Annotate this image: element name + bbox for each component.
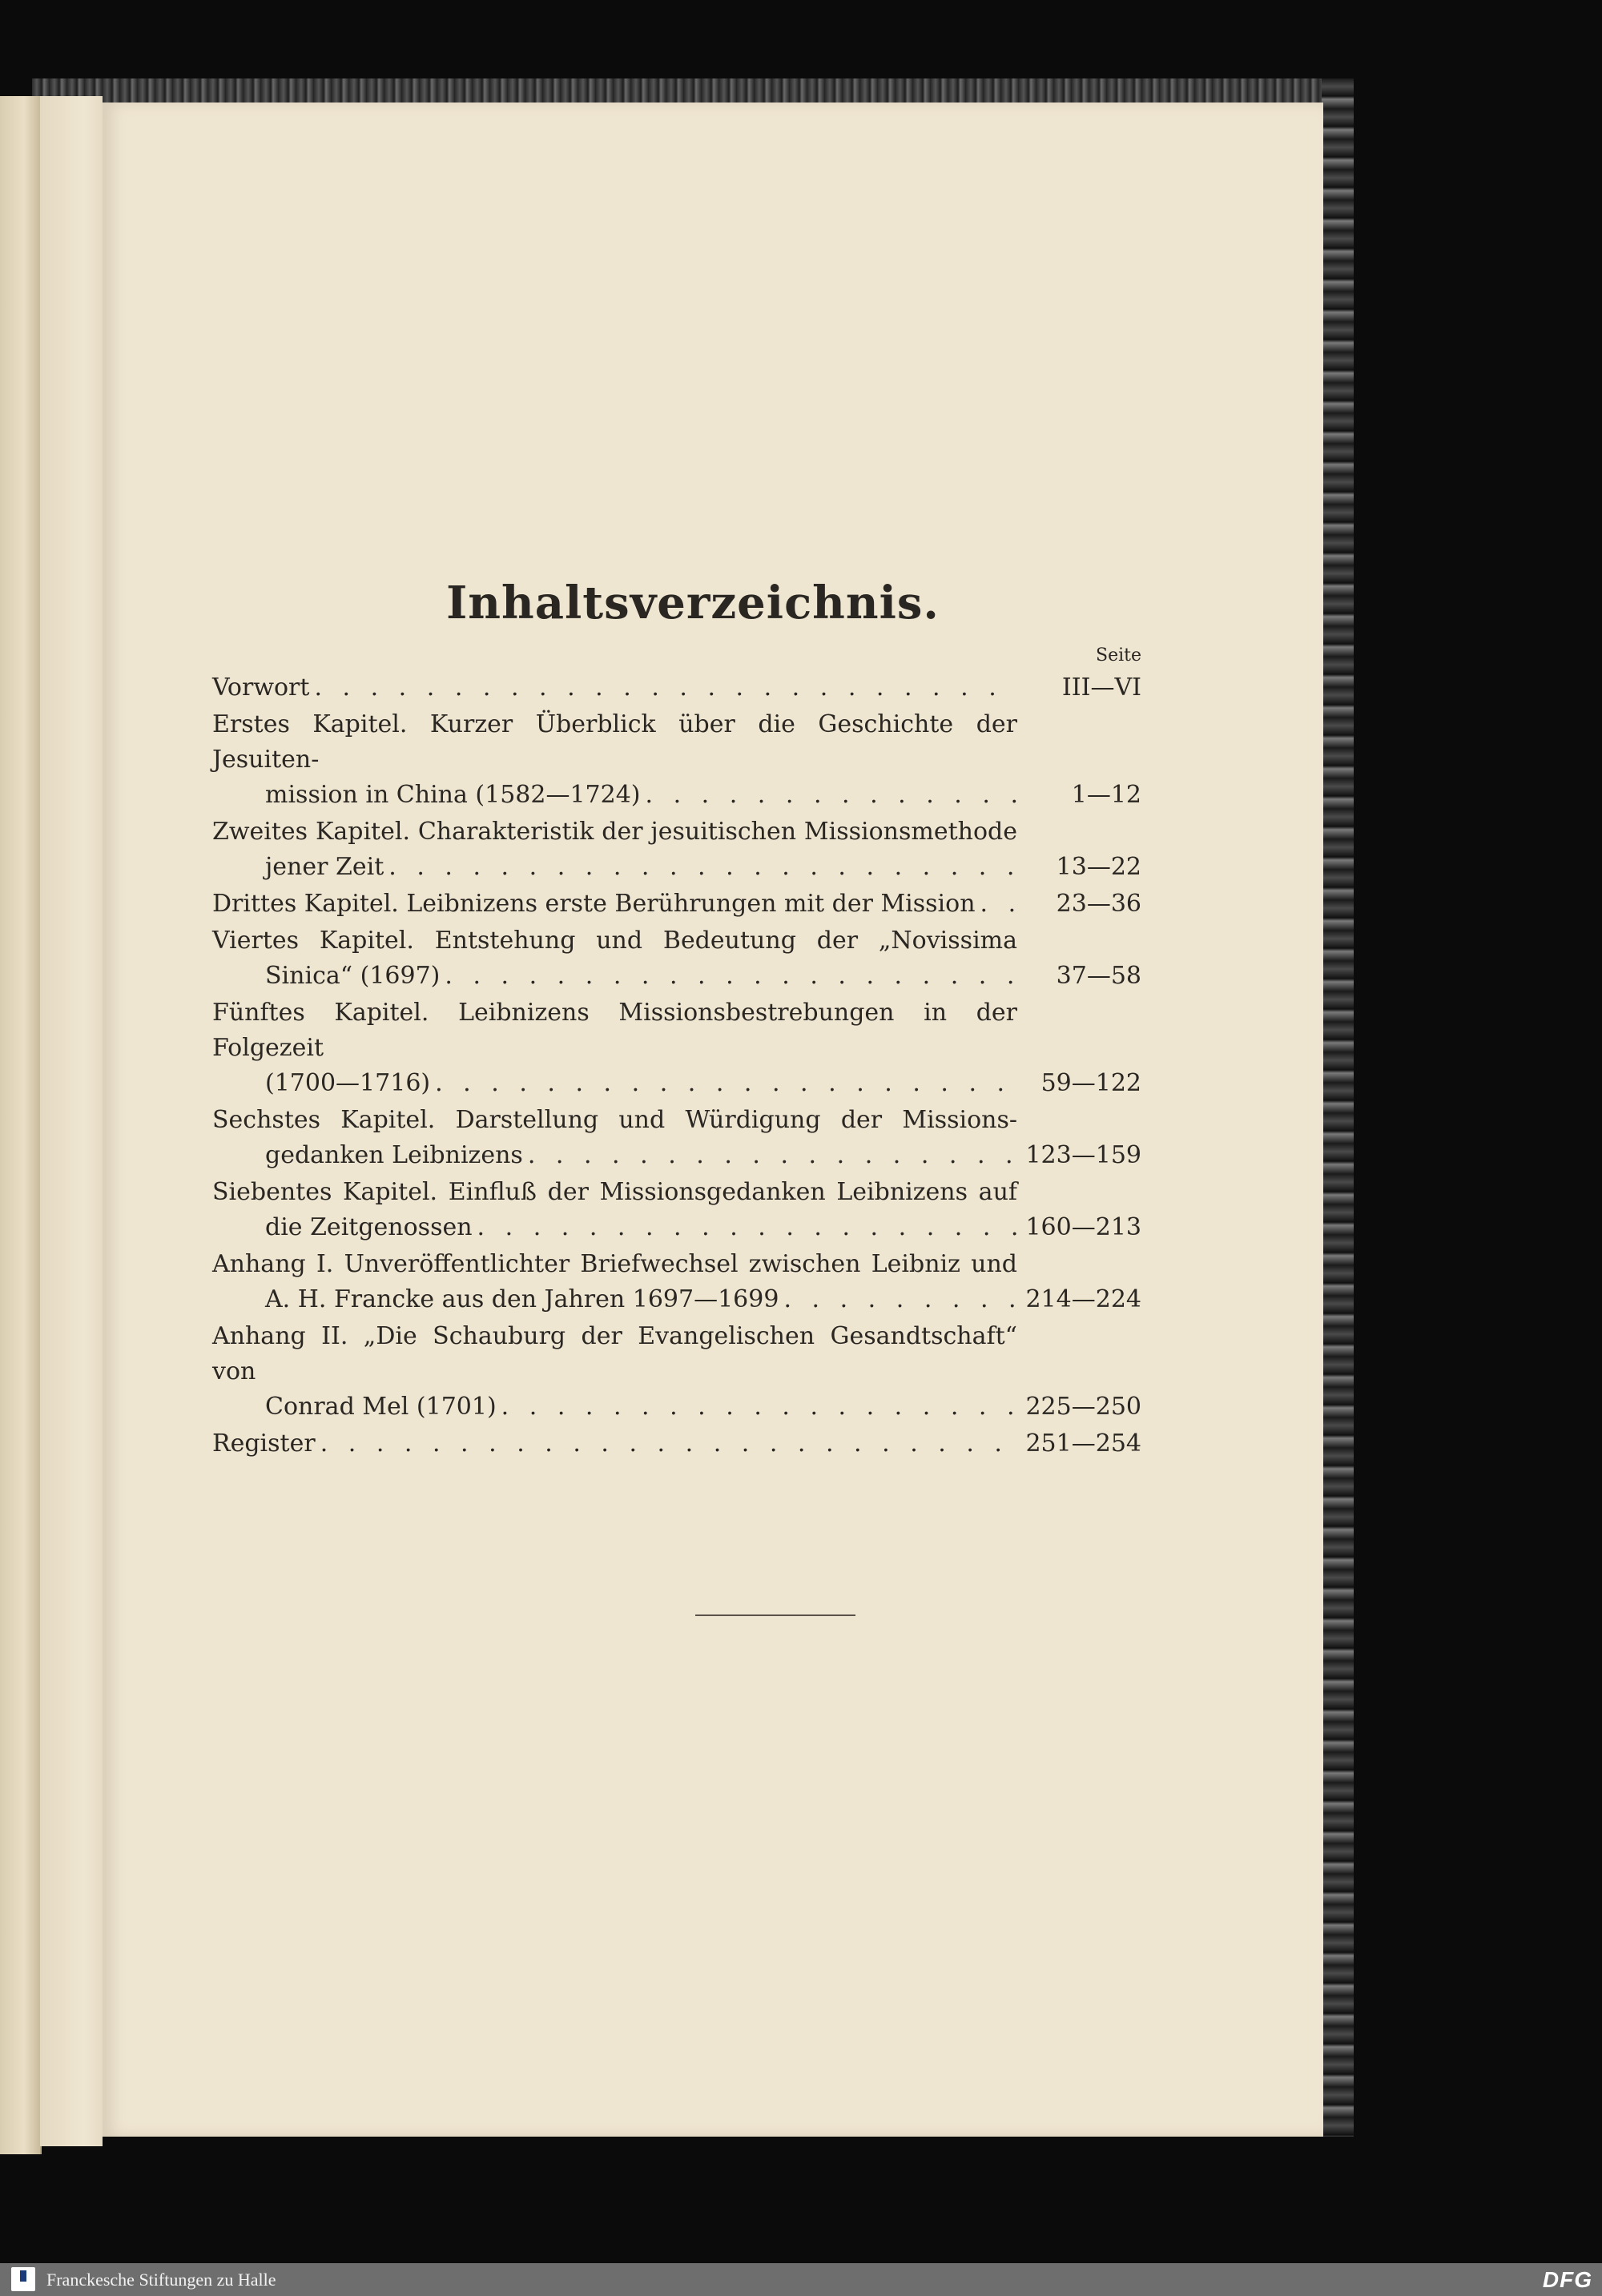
viewer-footer-bar	[0, 2263, 1602, 2296]
closing-rule	[695, 1614, 855, 1616]
leader-dots	[445, 959, 1017, 994]
toc-entry-title: Zweites Kapitel. Charakteristik der jesuitischen Missionsmethode	[212, 818, 1017, 846]
leader-dots	[320, 1426, 1017, 1462]
toc-entry-pages: 1—12	[1071, 781, 1141, 809]
dfg-logo: DFG	[1542, 2267, 1592, 2292]
leader-dots	[477, 1210, 1017, 1245]
toc-entry-title-continued: die Zeitgenossen	[265, 1213, 473, 1241]
toc-entry-title: Sechstes Kapitel. Darstellung und Würdigung der Missions-	[212, 1106, 1017, 1134]
toc-entry-vorwort	[212, 670, 1141, 706]
page-title: Inhaltsverzeichnis.	[446, 577, 940, 629]
leader-dots	[646, 778, 1017, 813]
toc-entry-title-continued: mission in China (1582—1724)	[265, 781, 641, 809]
left-page-edge	[0, 96, 42, 2154]
toc-entry-chapter-3	[212, 887, 1141, 922]
toc-entry-chapter-2	[212, 814, 1141, 885]
toc-entry-pages: 251—254	[1025, 1429, 1141, 1458]
toc-entry-pages: 225—250	[1025, 1393, 1141, 1421]
toc-entry-pages: 13—22	[1056, 853, 1141, 881]
toc-entry-appendix-2	[212, 1319, 1141, 1425]
toc-entry-title: Viertes Kapitel. Entstehung und Bedeutung der „Novissima	[212, 927, 1017, 955]
leader-dots	[528, 1138, 1017, 1173]
toc-entry-title: Siebentes Kapitel. Einfluß der Missionsgedanken Leibnizens auf	[212, 1178, 1017, 1206]
toc-entry-title: Fünftes Kapitel. Leibnizens Missionsbestrebungen in der Folgezeit	[212, 999, 1017, 1062]
toc-entry-chapter-5	[212, 995, 1141, 1101]
toc-entry-chapter-4	[212, 923, 1141, 994]
toc-entry-title-continued: Sinica“ (1697)	[265, 962, 441, 990]
toc-entry-title-continued: (1700—1716)	[265, 1069, 431, 1097]
toc-entry-pages: 160—213	[1025, 1213, 1141, 1241]
toc-entry-title: Vorwort	[212, 674, 310, 702]
toc-entry-title-continued: A. H. Francke aus den Jahren 1697—1699	[265, 1285, 779, 1313]
book-cover-right-edge	[1322, 78, 1354, 2137]
toc-entry-title: Register	[212, 1429, 316, 1458]
toc-entry-pages: 214—224	[1025, 1285, 1141, 1313]
toc-entry-pages: 23—36	[1056, 890, 1141, 918]
toc-entry-title-continued: jener Zeit	[265, 853, 384, 881]
leader-dots	[435, 1066, 1017, 1101]
toc-entry-title-continued: gedanken Leibnizens	[265, 1141, 523, 1169]
toc-entry-chapter-1	[212, 707, 1141, 813]
table-of-contents	[212, 577, 1141, 1463]
toc-entry-chapter-6	[212, 1103, 1141, 1173]
toc-entry-pages: 123—159	[1025, 1141, 1141, 1169]
toc-entry-title-continued: Conrad Mel (1701)	[265, 1393, 497, 1421]
institution-name: Franckesche Stiftungen zu Halle	[46, 2270, 276, 2290]
toc-entry-title: Anhang II. „Die Schauburg der Evangelischen Gesandtschaft“ von	[212, 1322, 1017, 1385]
leader-dots	[314, 670, 1017, 706]
leader-dots	[501, 1389, 1017, 1425]
toc-entry-appendix-1	[212, 1247, 1141, 1317]
institution-logo-icon	[11, 2267, 35, 2291]
toc-entry-title: Anhang I. Unveröffentlichter Briefwechsel zwischen Leibniz und	[212, 1250, 1017, 1278]
toc-entry-chapter-7	[212, 1175, 1141, 1245]
page-gutter	[40, 96, 103, 2146]
toc-entry-pages: 37—58	[1056, 962, 1141, 990]
toc-entry-pages: III—VI	[1061, 674, 1141, 702]
leader-dots	[388, 850, 1017, 885]
leader-dots	[980, 887, 1017, 922]
leader-dots	[783, 1282, 1017, 1317]
toc-entry-title: Erstes Kapitel. Kurzer Überblick über die Geschichte der Jesuiten-	[212, 710, 1017, 774]
page-column-label: Seite	[1096, 645, 1141, 665]
toc-entry-title: Drittes Kapitel. Leibnizens erste Berührungen mit der Mission	[212, 890, 976, 918]
toc-entry-register	[212, 1426, 1141, 1462]
toc-entry-pages: 59—122	[1040, 1069, 1141, 1097]
